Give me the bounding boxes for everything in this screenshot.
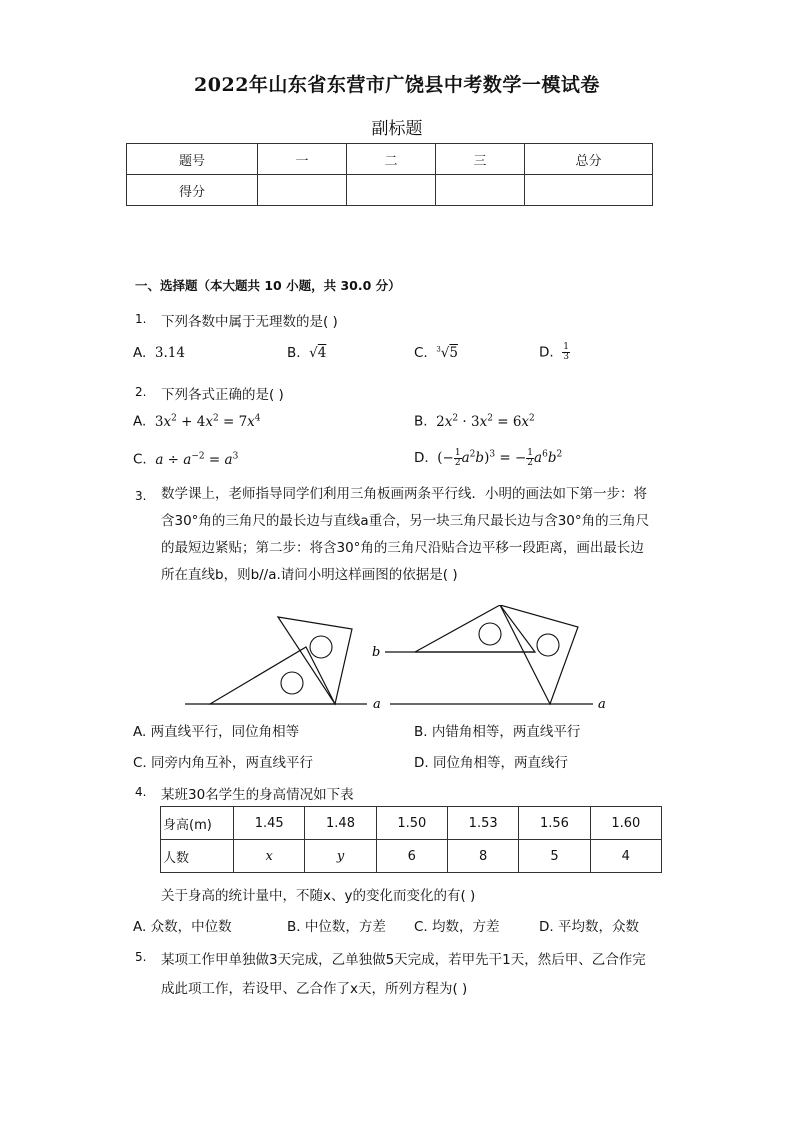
- question-number: 5.: [135, 950, 147, 964]
- stem-line: 所在直线b，则b//a.请问小明这样画图的依据是( ): [161, 567, 458, 583]
- question-stem: [161, 946, 671, 1004]
- score-cell: [347, 175, 436, 206]
- table-cell: 5: [519, 840, 590, 873]
- page-subtitle: 副标题: [371, 119, 423, 139]
- option-d: D. (− $\frac{1}{2}$ $a^2b)^3$ = − $\frac{1}{2}$ $a^6b^2$: [414, 448, 563, 468]
- section-heading: 一、选择题（本大题共 10 小题，共 30.0 分）: [135, 278, 401, 293]
- triangle-ruler-figure: [180, 605, 620, 715]
- table-cell: 身高(m): [161, 807, 234, 840]
- score-header-cell: 二: [347, 144, 436, 175]
- score-table: [126, 143, 653, 206]
- table-cell: 1.48: [305, 807, 376, 840]
- page-title: 2022年山东省东营市广饶县中考数学一模试卷: [194, 74, 600, 96]
- option-c: C. 均数，方差: [414, 919, 500, 935]
- option-d: D. 平均数，众数: [539, 919, 639, 935]
- option-b: B. $2x^2 \cdot 3x^2 = 6x^2$: [414, 413, 535, 430]
- score-header-cell: 三: [436, 144, 525, 175]
- ruler-hole: [479, 623, 501, 645]
- question-stem: 某班30名学生的身高情况如下表: [161, 787, 354, 803]
- score-table-header-row: [127, 144, 653, 175]
- option-d: D. $\frac{1}{3}$: [539, 342, 570, 362]
- ruler-hole: [310, 636, 332, 658]
- score-row-label: 得分: [127, 175, 258, 206]
- table-row: [161, 807, 662, 840]
- score-cell: [258, 175, 347, 206]
- score-cell: [436, 175, 525, 206]
- stem-line: 含30°角的三角尺的最长边与直线a重合，另一块三角尺最长边与含30°角的三角尺: [161, 513, 650, 529]
- option-a: A. $3x^2 + 4x^2 = 7x^4$: [133, 413, 261, 430]
- question-number: 1.: [135, 312, 147, 326]
- table-cell: 1.53: [447, 807, 518, 840]
- option-a: A. 众数，中位数: [133, 919, 232, 935]
- table-cell: 4: [590, 840, 661, 873]
- question-number: 2.: [135, 385, 147, 399]
- option-b: B. 中位数，方差: [287, 919, 386, 935]
- option-a: A. 两直线平行，同位角相等: [133, 724, 300, 740]
- question-number: 3.: [135, 489, 147, 503]
- triangle-ruler-30-shifted: [415, 605, 535, 652]
- label-b: b: [372, 645, 381, 660]
- option-a: A. 3.14: [133, 345, 185, 361]
- stem-line: 的最短边紧贴；第二步：将含30°角的三角尺沿贴合边平移一段距离，画出最长边: [161, 540, 644, 556]
- table-cell: 8: [447, 840, 518, 873]
- question-number: 4.: [135, 785, 147, 799]
- score-header-cell: 题号: [127, 144, 258, 175]
- ruler-hole: [281, 672, 303, 694]
- stem-line: 成此项工作，若设甲、乙合作了x天，所列方程为( ): [161, 981, 468, 997]
- stem-line: 数学课上，老师指导同学们利用三角板画两条平行线．小明的画法如下第一步：将: [161, 486, 647, 502]
- table-cell: 1.60: [590, 807, 661, 840]
- score-header-cell: 一: [258, 144, 347, 175]
- table-cell: 6: [376, 840, 447, 873]
- option-b: B. √4: [287, 345, 327, 361]
- table-cell: x: [234, 840, 305, 873]
- score-table-row: [127, 175, 653, 206]
- option-c: C. 同旁内角互补，两直线平行: [133, 755, 314, 771]
- ruler-hole: [537, 634, 559, 656]
- score-header-cell: 总分: [525, 144, 653, 175]
- question-stem: [161, 481, 671, 589]
- option-b: B. 内错角相等，两直线平行: [414, 724, 581, 740]
- table-cell: y: [305, 840, 376, 873]
- question-stem: 下列各数中属于无理数的是( ): [161, 314, 338, 330]
- option-d: D. 同位角相等，两直线行: [414, 755, 568, 771]
- label-a: a: [373, 697, 381, 712]
- triangle-ruler-second: [278, 617, 352, 704]
- table-cell: 1.56: [519, 807, 590, 840]
- height-table: [160, 806, 662, 873]
- question-stem: 下列各式正确的是( ): [161, 387, 284, 403]
- table-cell: 1.50: [376, 807, 447, 840]
- table-row: [161, 840, 662, 873]
- option-c: C. $^3$√5: [414, 345, 458, 361]
- question-followup: 关于身高的统计量中，不随x、y的变化而变化的有( ): [161, 888, 476, 904]
- table-cell: 1.45: [234, 807, 305, 840]
- option-c: C. $a \div a^{-2} = a^3$: [133, 451, 239, 468]
- score-cell: [525, 175, 653, 206]
- label-a: a: [598, 697, 606, 712]
- stem-line: 某项工作甲单独做3天完成，乙单独做5天完成，若甲先干1天，然后甲、乙合作完: [161, 952, 646, 968]
- table-cell: 人数: [161, 840, 234, 873]
